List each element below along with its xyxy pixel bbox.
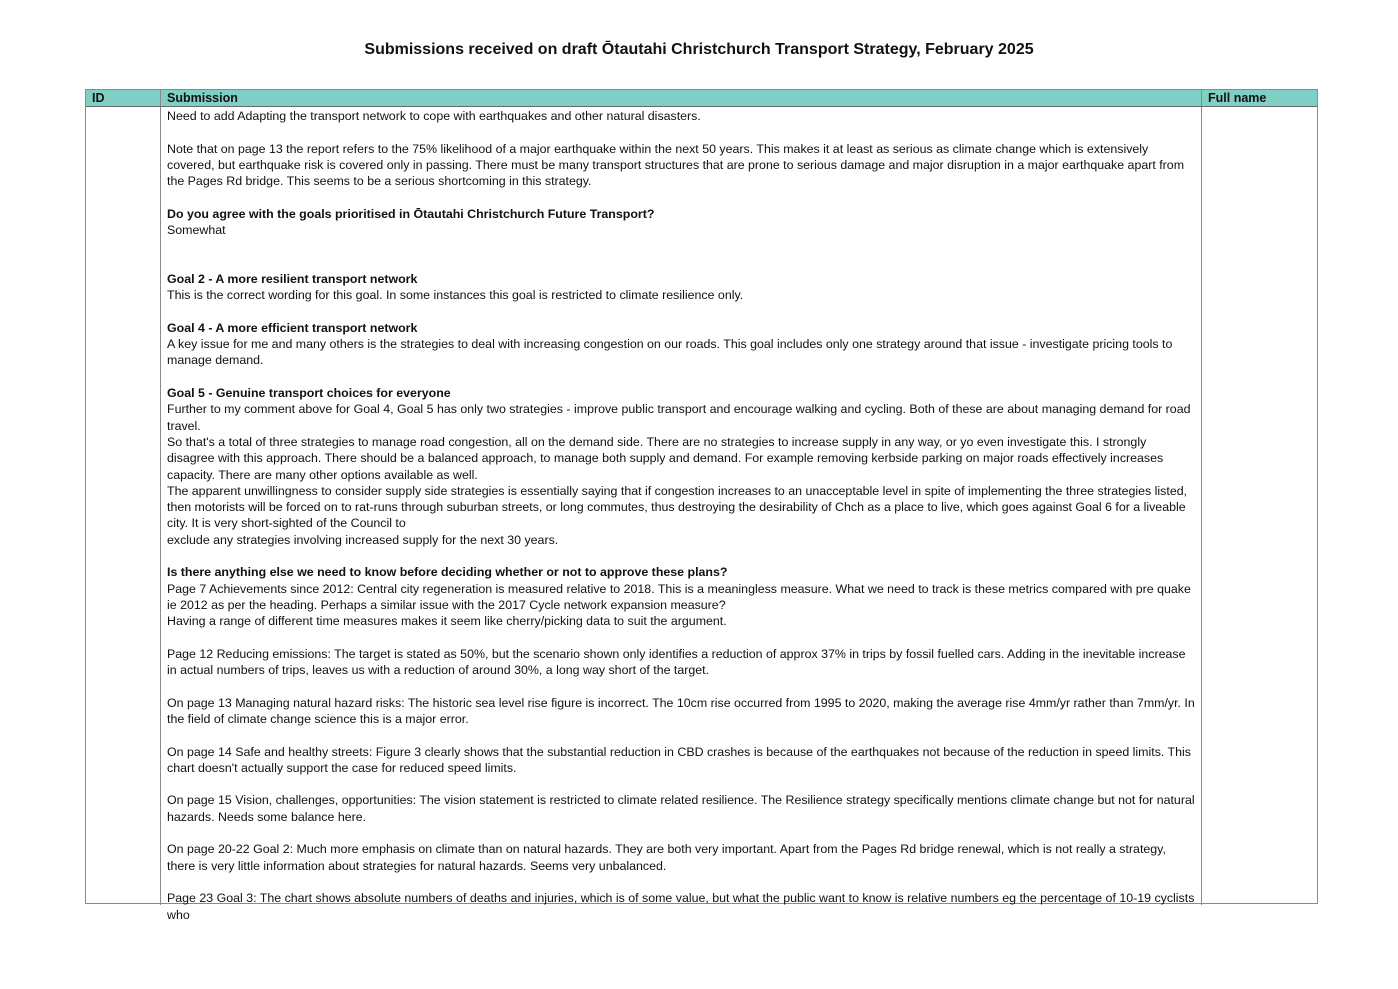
cell-submission <box>161 107 1202 922</box>
question-heading: Is there anything else we need to know before deciding whether or not to approve these plans? <box>167 565 728 580</box>
header-submission: Submission <box>161 90 1202 106</box>
cell-full-name <box>1202 107 1317 905</box>
answer-text: On page 14 Safe and healthy streets: Figure 3 clearly shows that the substantial reduction in CBD crashes is because of the earthquakes not because of the reduction in speed limits. This chart doesn't actually support the case for reduced speed limits. <box>167 744 1191 775</box>
goal-comment: The apparent unwillingness to consider supply side strategies is essentially saying that if congestion increases to an unacceptable level in spite of implementing the three strategies listed, then motorists will be forced on to rat-runs through suburban streets, or long commutes, thus destroying the desirability of Chch as a place to live, which goes against Goal 6 for a liveable city. It is very short-sighted of the Council to <box>167 483 1188 531</box>
submissions-table <box>85 89 1318 922</box>
answer-text: Page 23 Goal 3: The chart shows absolute numbers of deaths and injuries, which is of some value, but what the public want to know is relative numbers eg the percentage of 10-19 cyclists who <box>167 891 1195 922</box>
goal-heading: Goal 4 - A more efficient transport network <box>167 320 418 335</box>
goal-comment: This is the correct wording for this goal. In some instances this goal is restricted to climate resilience only. <box>167 288 744 303</box>
answer-text: Having a range of different time measures makes it seem like cherry/picking data to suit the argument. <box>167 614 727 629</box>
submission-paragraph: Need to add Adapting the transport network to cope with earthquakes and other natural disasters. <box>167 109 701 123</box>
goal-heading: Goal 2 - A more resilient transport network <box>167 271 418 286</box>
goal-heading: Goal 5 - Genuine transport choices for everyone <box>167 386 451 401</box>
page-title: Submissions received on draft Ōtautahi Christchurch Transport Strategy, February 2025 <box>364 41 1034 58</box>
answer-text: On page 13 Managing natural hazard risks: The historic sea level rise figure is incorrect. The 10cm rise occurred from 1995 to 2020, making the average rise 4mm/yr rather than 7mm/yr. In the field of climate change science this is a major error. <box>167 695 1195 726</box>
question-heading: Do you agree with the goals prioritised in Ōtautahi Christchurch Future Transport? <box>167 206 655 221</box>
answer-text: Page 12 Reducing emissions: The target is stated as 50%, but the scenario shown only identifies a reduction of approx 37% in trips by fossil fuelled cars. Adding in the inevitable increase in actual numbers of trips, leaves us with a reduction of around 30%, a long way short of the target. <box>167 646 1186 678</box>
header-id: ID <box>86 90 161 106</box>
submission-paragraph: Note that on page 13 the report refers to the 75% likelihood of a major earthquake within the next 50 years. This makes it at least as serious as climate change which is extensively covered, but earthquake risk is covered only in passing. There must be many transport structures that are prone to serious damage and major disruption in a major earthquake apart from the Pages Rd bridge. This seems to be a serious shortcoming in this strategy. <box>167 141 1185 189</box>
answer-text: On page 15 Vision, challenges, opportunities: The vision statement is restricted to climate related resilience. The Resilience strategy specifically mentions climate change but not for natural hazards. Needs some balance here. <box>167 793 1195 824</box>
answer-text: Page 7 Achievements since 2012: Central city regeneration is measured relative to 2018. This is a meaningless measure. What we need to track is these metrics compared with pre quake ie 2012 as per the heading. Perhaps a similar issue with the 2017 Cycle network expansion measure? <box>167 581 1191 612</box>
table-row <box>86 107 1317 922</box>
header-full-name: Full name <box>1208 91 1267 105</box>
answer-text: On page 20-22 Goal 2: Much more emphasis on climate than on natural hazards. They are both very important. Apart from the Pages Rd bridge renewal, which is not really a strategy, there is very little information about strategies for natural hazards. Seems very unbalanced. <box>167 842 1166 873</box>
table-header-row <box>86 90 1317 107</box>
goal-comment: So that's a total of three strategies to manage road congestion, all on the demand side. There are no strategies to increase supply in any way, or yo even investigate this. I strongly disagree with this approach. There should be a balanced approach, to manage both supply and demand. For example removing kerbside parking on major roads effectively increases capacity. There are many other options available as well. <box>167 434 1164 482</box>
goal-comment: A key issue for me and many others is the strategies to deal with increasing congestion on our roads. This goal includes only one strategy around that issue - investigate pricing tools to manage demand. <box>167 337 1173 368</box>
goal-comment: Further to my comment above for Goal 4, Goal 5 has only two strategies - improve public transport and encourage walking and cycling. Both of these are about managing demand for road travel. <box>167 402 1191 433</box>
answer-text: Somewhat <box>167 223 226 238</box>
cell-id <box>86 107 161 905</box>
goal-comment: exclude any strategies involving increased supply for the next 30 years. <box>167 532 559 547</box>
